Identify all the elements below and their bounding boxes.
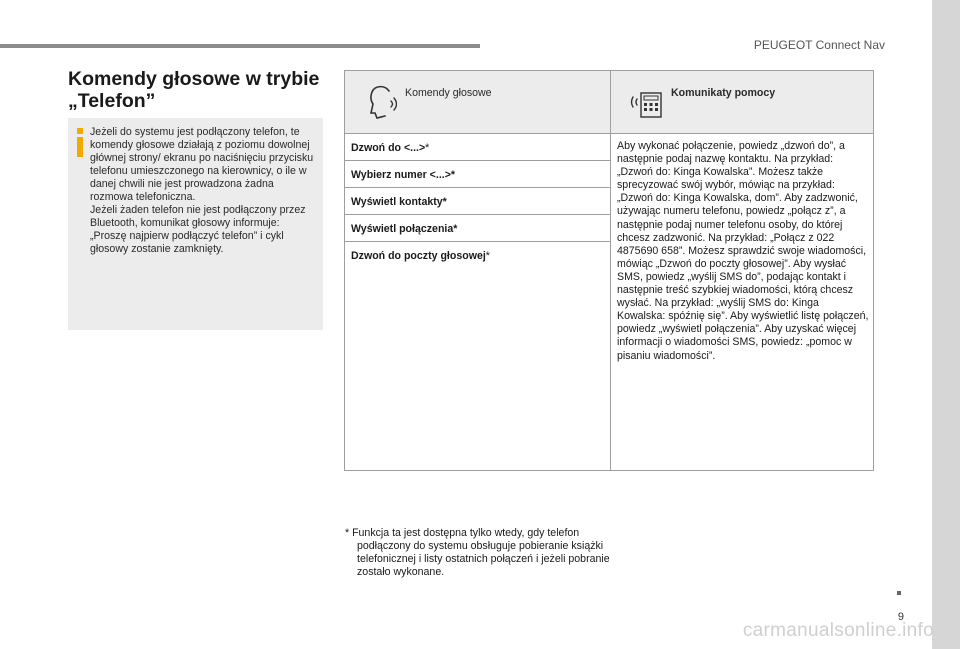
page-number: 9: [897, 611, 904, 623]
info-paragraph-1: Jeżeli do systemu jest podłączony telefon, te komendy głosowe działają z poziomu dowolnej głównej strony/ ekranu po naciśnięciu przycisku telefonu umieszczonego na kierownicy, o ile w danej chwili nie jest prowadzona żadna rozmowa telefoniczna.: [90, 126, 314, 203]
section-title-line2: „Telefon”: [68, 90, 156, 112]
header-voice-commands: [345, 71, 610, 133]
watermark: carmanualsonline.info: [742, 620, 934, 641]
section-title: [68, 68, 333, 112]
footnote: * Funkcja ta jest dostępna tylko wtedy, gdy telefon podłączony do systemu obsługuje pobieranie książki telefonicznej i listy ostatnich połączeń i jeżeli pobranie zostało wykonane.: [345, 527, 610, 578]
speaking-keypad-icon: [629, 83, 663, 121]
command-row: [345, 134, 610, 161]
command-star: *: [485, 250, 490, 262]
command-label: Wyświetl kontakty*: [351, 196, 447, 208]
top-rule: [0, 44, 480, 48]
info-paragraph-2: Jeżeli żaden telefon nie jest podłączony przez Bluetooth, komunikat głosowy informuje: „Proszę najpierw podłączyć telefon” i cykl głosowy zostanie zamknięty.: [90, 204, 306, 255]
page-marker: [897, 591, 901, 595]
command-label: Wyświetl połączenia*: [351, 223, 458, 235]
command-row: [345, 161, 610, 188]
info-box: [68, 118, 323, 330]
command-label: Dzwoń do poczty głosowej: [351, 250, 486, 262]
command-row: [345, 215, 610, 242]
table-header: [345, 71, 873, 134]
header-label-help-messages: Komunikaty pomocy: [671, 87, 776, 99]
info-icon: [76, 128, 84, 158]
section-title-line1: Komendy głosowe w trybie: [68, 68, 320, 90]
side-strip: [932, 0, 960, 649]
info-text: [90, 126, 317, 256]
command-row: [345, 242, 610, 269]
running-head: PEUGEOT Connect Nav: [753, 38, 885, 52]
column-divider: [610, 71, 611, 470]
command-label: Wybierz numer <...>*: [351, 169, 456, 181]
command-list: [345, 134, 610, 269]
voice-commands-table: [344, 70, 874, 471]
header-help-messages: [611, 71, 873, 133]
header-label-voice-commands: Komendy głosowe: [405, 87, 492, 99]
speaking-head-icon: [363, 83, 397, 121]
command-row: [345, 188, 610, 215]
help-message-text: Aby wykonać połączenie, powiedz „dzwoń do”, a następnie podaj nazwę kontaktu. Na przykład: „Dzwoń do: Kinga Kowalska”. Możesz także sprecyzować swój wybór, mówiąc na przykład: „Dzwoń do: Kinga Kowalska, dom”. Aby zadzwonić, używając numeru telefonu, powiedz „połącz z”, a następnie podaj numer telefonu osoby, do której chcesz zadzwonić. Na przykład: „Połącz z 022 4875690 658”. Możesz sprawdzić swoje wiadomości, mówiąc „Dzwoń do poczty głosowej”. Aby wysłać SMS, powiedz „wyślij SMS do”, podając kontakt i następnie treść szybkiej wiadomości, którą chcesz wysłać. Na przykład: „wyślij SMS do: Kinga Kowalska: spóźnię się”. Aby wyświetlić listę połączeń, powiedz „wyświetl połączenia”. Aby uzyskać więcej informacji o wiadomości SMS, powiedz: „pomoc w pisaniu wiadomości”.: [617, 140, 869, 362]
command-star: *: [425, 142, 430, 154]
command-label: Dzwoń do <...>: [351, 142, 426, 154]
